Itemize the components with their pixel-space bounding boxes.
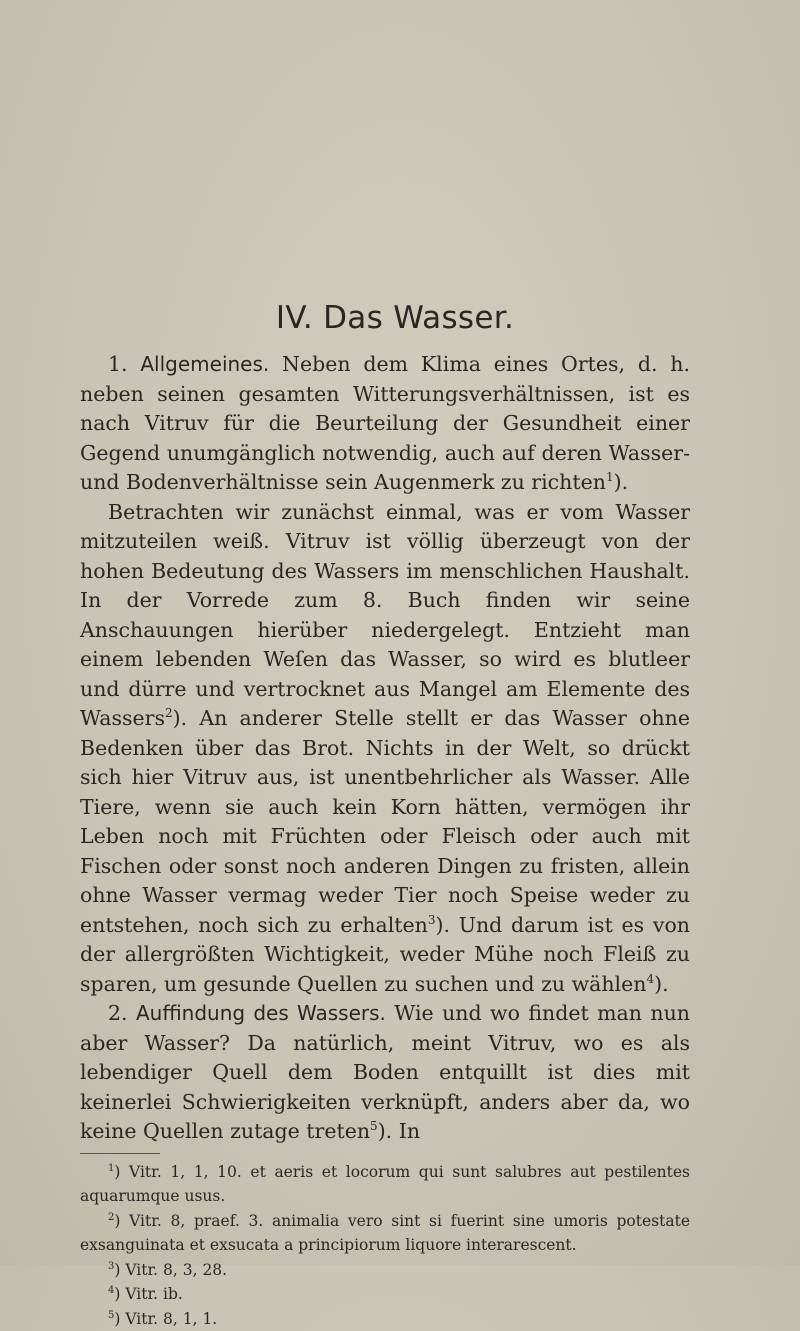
page: [80, 300, 690, 1331]
footnote-text: ) Vitr. 8, 3, 28.: [114, 1261, 227, 1279]
chapter-title: IV. Das Wasser.: [80, 300, 690, 336]
section-heading: Auffindung des Wassers.: [136, 1001, 386, 1025]
text-run: Neben dem Klima eines Ortes, d. h. neben seinen gesamten Witterungsverhältnissen, ist es nach Vitruv für die Beurteilung der Gesundheit einer Gegend unumgänglich notwendig, auch auf deren Wasser- und Bodenverhältnisse sein Augenmerk zu richten: [80, 352, 690, 494]
text-run: ). Und darum ist es von der allergrößten Wichtigkeit, weder Mühe noch Fleiß zu sparen, um gesunde Quellen zu suchen und zu wählen: [80, 913, 690, 996]
footnote-ref: 1: [606, 470, 614, 484]
footnote-text: ) Vitr. 8, praef. 3. animalia vero sint si fuerint sine umoris potestate exsanguinata et exsucata a principiorum liquore interarescent.: [80, 1212, 690, 1255]
footnote-mark: 5: [108, 1309, 114, 1320]
text-run: ).: [614, 470, 629, 494]
text-run: Betrachten wir zunächst einmal, was er vom Wasser mitzuteilen weiß. Vitruv ist völlig überzeugt von der hohen Bedeutung des Wassers im menschlichen Haushalt. In der Vorrede zum 8. Buch finden wir seine Anschauungen hierüber niedergelegt. Entzieht man einem lebenden Weſen das Wasser, so wird es blutleer und dürre und vertrocknet aus Mangel am Elemente des Wassers: [80, 500, 690, 731]
footnote-mark: 3: [108, 1260, 114, 1271]
section-number: 1.: [108, 352, 140, 376]
footnote: [80, 1307, 690, 1331]
footnote-text: ) Vitr. 1, 1, 10. et aeris et locorum qui sunt salubres aut pestilentes aquarumque usus.: [80, 1163, 690, 1206]
footnote-ref: 3: [428, 913, 436, 927]
footnote-mark: 1: [108, 1162, 114, 1173]
text-run: Wie und wo findet man nun aber Wasser? Da natürlich, meint Vitruv, wo es als lebendiger Quell dem Boden entquillt ist dies mit keinerlei Schwierigkeiten verknüpft, anders aber da, wo keine Quellen zutage treten: [80, 1001, 690, 1143]
footnote-ref: 4: [646, 972, 654, 986]
footnote-mark: 2: [108, 1211, 114, 1222]
text-run: ). An anderer Stelle stellt er das Wasser ohne Bedenken über das Brot. Nichts in der Welt, so drückt sich hier Vitruv aus, ist unentbehrlicher als Wasser. Alle Tiere, wenn sie auch kein Korn hätten, vermögen ihr Leben noch mit Früchten oder Fleisch oder auch mit Fischen oder sonst noch anderen Dingen zu fristen, allein ohne Wasser vermag weder Tier noch Speise weder zu entstehen, noch sich zu erhalten: [80, 706, 690, 937]
section-number: 2.: [108, 1001, 136, 1025]
footnote-text: ) Vitr. ib.: [114, 1285, 182, 1303]
footnotes: [80, 1160, 690, 1331]
paragraph: [80, 999, 690, 1147]
footnote-ref: 5: [370, 1119, 378, 1133]
footnote: [80, 1209, 690, 1258]
footnote: [80, 1160, 690, 1209]
paragraph: [80, 498, 690, 1000]
footnote-ref: 2: [165, 706, 173, 720]
body-text: [80, 350, 690, 1147]
text-run: ).: [654, 972, 669, 996]
footnote-mark: 4: [108, 1285, 114, 1296]
footnote-divider: [80, 1153, 160, 1154]
footnote-text: ) Vitr. 8, 1, 1.: [114, 1310, 217, 1328]
section-heading: Allgemeines.: [140, 352, 269, 376]
footnote: [80, 1282, 690, 1307]
text-run: ). In: [378, 1119, 420, 1143]
footnote: [80, 1258, 690, 1283]
paragraph: [80, 350, 690, 498]
